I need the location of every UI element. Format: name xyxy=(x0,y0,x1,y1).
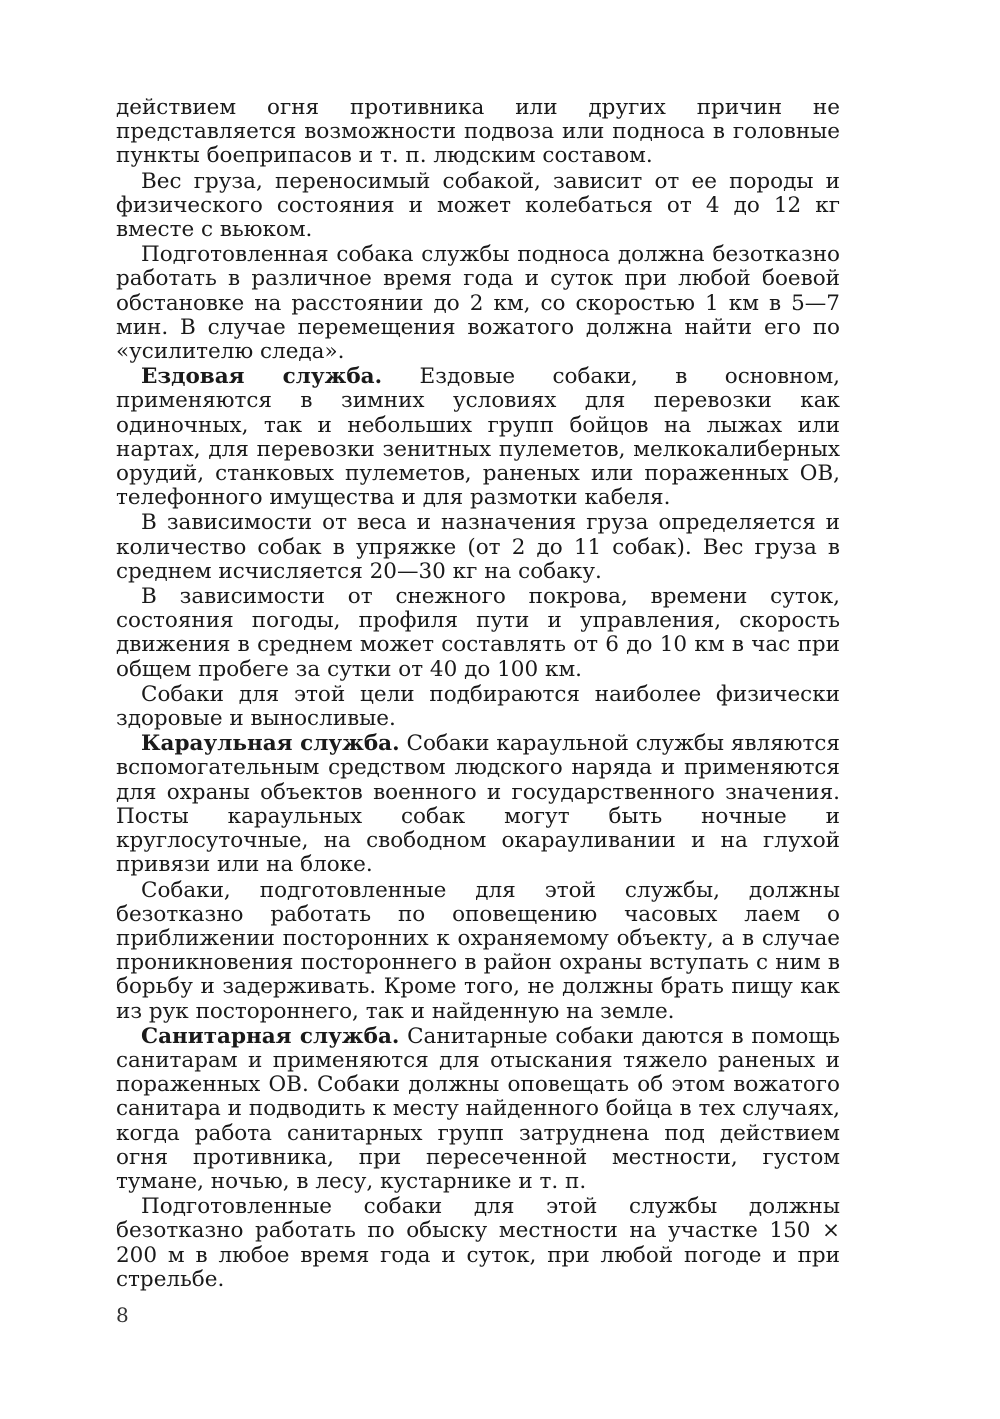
paragraph-text: Ездовые собаки, в основном, применяются в зимних условиях для перевозки как одиночных, так и небольших групп бойцов на лыжах или нартах, для перевозки зенитных пулеметов, мелкокалиберных орудий, станковых пулеметов, раненых или пораженных ОВ, телефонного имущества и для размотки кабеля. xyxy=(116,364,840,511)
paragraph-text: Собаки караульной службы являются вспомогательным средством людского наряда и применяются для охраны объектов военного и государственного значения. Посты караульных собак могут быть ночные и круглосуточные, на свободном окарауливании и на глухой привязи или на блоке. xyxy=(116,731,840,878)
paragraph-team-size xyxy=(116,511,840,584)
section-heading-medical-service: Санитарная служба. xyxy=(141,1023,400,1049)
paragraph-medical-duties xyxy=(116,1195,840,1292)
paragraph-sled-speed xyxy=(116,585,840,682)
paragraph-continuation xyxy=(116,96,840,169)
paragraph-text: В зависимости от веса и назначения груза определяется и количество собак в упряжке (от 2 до 11 собак). Вес груза в среднем исчисляется 20—30 кг на собаку. xyxy=(116,510,840,584)
page-text xyxy=(116,96,840,1292)
paragraph-cargo-weight xyxy=(116,170,840,243)
paragraph-dog-selection xyxy=(116,683,840,731)
page-number: 8 xyxy=(116,1303,129,1327)
paragraph-text: Подготовленная собака службы подноса должна безотказно работать в различное время года и суток при любой боевой обстановке на расстоянии до 2 км, со скоростью 1 км в 5—7 мин. В случае перемещения вожатого должна найти его по «усилителю следа». xyxy=(116,242,840,365)
paragraph-medical-service xyxy=(116,1025,840,1194)
paragraph-supply-dog xyxy=(116,243,840,364)
paragraph-text: Санитарные собаки даются в помощь санитарам и применяются для отыскания тяжело раненых и пораженных ОВ. Собаки должны оповещать об этом вожатого санитара и подводить к месту найденного бойца в тех случаях, когда работа санитарных групп затруднена под действием огня противника, при пересеченной местности, густом тумане, ночью, в лесу, кустарнике и т. п. xyxy=(116,1023,840,1194)
paragraph-text: Вес груза, переносимый собакой, зависит от ее породы и физического состояния и может колебаться от 4 до 12 кг вместе с вьюком. xyxy=(116,168,840,243)
paragraph-guard-service xyxy=(116,732,840,877)
paragraph-sled-service xyxy=(116,365,840,510)
paragraph-text: В зависимости от снежного покрова, времени суток, состояния погоды, профиля пути и управления, скорость движения в среднем может составлять от 6 до 10 км в час при общем пробеге за сутки от 40 до 100 км. xyxy=(116,584,840,682)
section-heading-sled-service: Ездовая служба. xyxy=(141,364,383,390)
paragraph-text: Собаки для этой цели подбираются наиболее физически здоровые и выносливые. xyxy=(116,681,840,732)
paragraph-text: Собаки, подготовленные для этой службы, должны безотказно работать по оповещению часовых лаем о приближении посторонних к охраняемому объекту, а в случае проникновения постороннего в район охраны вступать с ним в борьбу и задерживать. Кроме того, не должны брать пищу как из рук постороннего, так и найденную на земле. xyxy=(116,877,840,1024)
section-heading-guard-service: Караульная служба. xyxy=(141,731,400,757)
paragraph-text: действием огня противника или других причин не представляется возможности подвоза или подноса в головные пункты боеприпасов и т. п. людским составом. xyxy=(116,95,840,169)
paragraph-guard-duties xyxy=(116,879,840,1024)
paragraph-text: Подготовленные собаки для этой службы должны безотказно работать по обыску местности на участке 150 × 200 м в любое время года и суток, при любой погоде и при стрельбе. xyxy=(116,1194,840,1292)
